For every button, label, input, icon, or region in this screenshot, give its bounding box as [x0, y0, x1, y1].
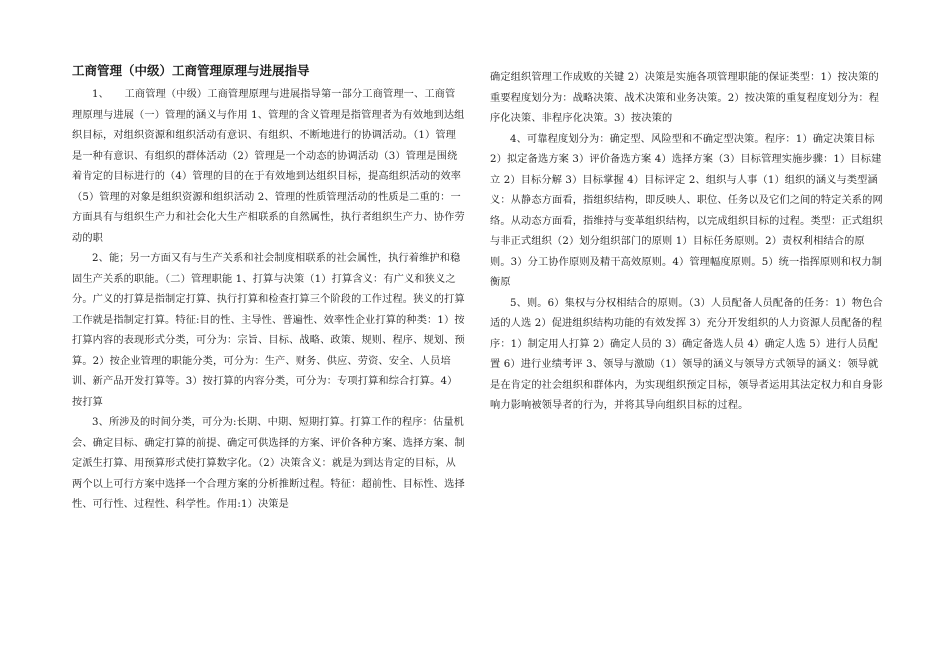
document-title: 工商管理（中级）工商管理原理与进展指导 [72, 63, 310, 78]
paragraph-1: 1、 工商管理（中级）工商管理原理与进展指导第一部分工商管理一、工商管理原理与进展（一）管理的涵义与作用 1、管理的含义管理是指管理者为有效地到达组织目标，对组织资源和组织活动有意识、有组织、不断地进行的协调活动。（1）管理是一种有意识、有组织的群体活动（2）管理是一个动态的协调活动（3）管理是围绕着肯定的目标进行的（4）管理的目的在于有效地到达组织目标，提高组织活动的效率（5）管理的对象是组织资源和组织活动 2、管理的性质管理活动的性质是二重的：一方面具有与组织生产力和社会化大生产相联系的自然属性，执行者组织生产力、协作劳动的职 [72, 89, 465, 244]
paragraph-3: 3、所涉及的时间分类，可分为:长期、中期、短期打算。打算工作的程序：估量机会、确定目标、确定打算的前提、确定可供选择的方案、评价各种方案、选择方案、制定派生打算、用预算形式使打算数字化。（2）决策含义：就是为到达肯定的目标，从两个以上可行方案中选择一个合理方案的分析推断过程。特征：超前性、目标性、选择性、可行性、过程性、科学性。作用:1）决策是 [72, 417, 465, 510]
right-column [490, 68, 883, 417]
paragraph-6: 5、则。6）集权与分权相结合的原则。（3）人员配备人员配备的任务：1）物色合适的人选 2）促进组织结构功能的有效发挥 3）充分开发组织的人力资源人员配备的程序：1）制定用人打算 2）确定人员的 3）确定备选人员 4）确定人选 5）进行人员配置 6）进行业绩考评 3、领导与激励（1）领导的涵义与领导方式领导的涵义：领导就是在肯定的社会组织和群体内，为实现组织预定目标，领导者运用其法定权力和自身影响力影响被领导者的行为，并将其导向组织目标的过程。 [490, 297, 883, 411]
paragraph-5: 4、可靠程度划分为：确定型、风险型和不确定型决策。程序：1）确定决策目标 2）拟定备选方案 3）评价备选方案 4）选择方案（3）目标管理实施步骤：1）目标建立 2）目标分解 3）目标掌握 4）目标评定 2、组织与人事（1）组织的涵义与类型涵义：从静态方面看，指组织结构，即反映人、职位、任务以及它们之间的特定关系的网络。从动态方面看，指维持与变革组织结构，以完成组织目标的过程。类型：正式组织与非正式组织（2）划分组织部门的原则 1）目标任务原则。2）责权利相结合的原则。3）分工协作原则及精干高效原则。4）管理幅度原则。5）统一指挥原则和权力制衡原 [490, 133, 883, 288]
paragraph-4: 确定组织管理工作成败的关键 2）决策是实施各项管理职能的保证类型：1）按决策的重要程度划分为：战略决策、战术决策和业务决策。2）按决策的重复程度划分为：程序化决策、非程序化决策。3）按决策的 [490, 72, 880, 124]
paragraph-2: 2、能；另一方面又有与生产关系和社会制度相联系的社会属性，执行着维护和稳固生产关系的职能。（二）管理职能 1、打算与决策（1）打算含义：有广义和狭义之分。广义的打算是指制定打算、执行打算和检查打算三个阶段的工作过程。狭义的打算工作就是指制定打算。特征:目的性、主导性、普遍性、效率性企业打算的种类：1）按打算内容的表现形式分类，可分为：宗旨、目标、战略、政策、规则、程序、规划、预算。2）按企业管理的职能分类，可分为：生产、财务、供应、劳资、安全、人员培训、新产品开发打算等。3）按打算的内容分类，可分为：专项打算和综合打算。4）按打算 [72, 253, 465, 408]
left-column [72, 62, 465, 516]
